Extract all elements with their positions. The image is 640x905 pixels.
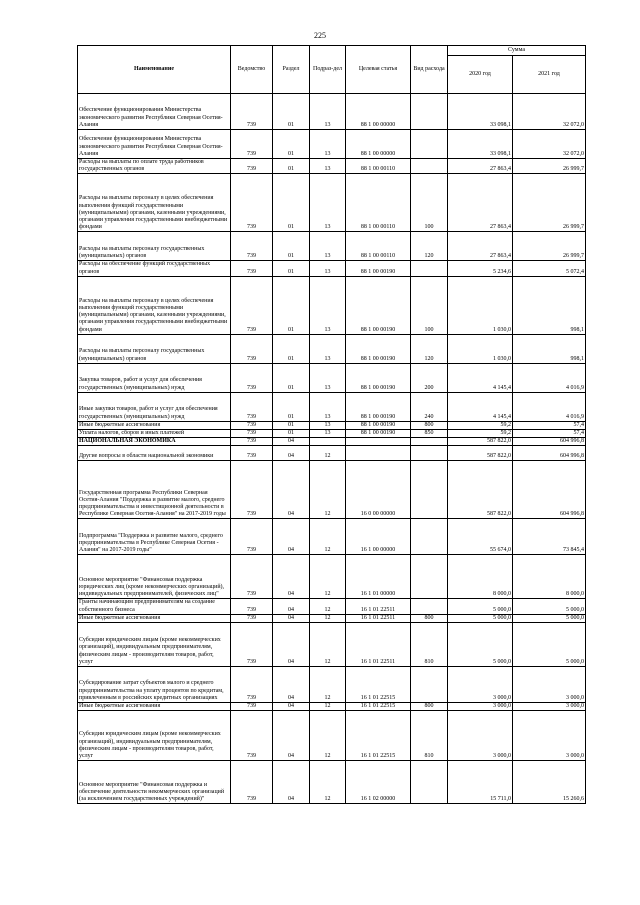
row-section: 04 bbox=[273, 623, 310, 667]
row-sum-2021: 5 072,4 bbox=[513, 261, 586, 276]
row-sum-2021: 5 000,0 bbox=[513, 614, 586, 622]
row-name: Государственная программа Республики Северная Осетия-Алания "Поддержка и развитие малого, среднего предпринимательства и инвестиционной деятельности в Республике Северная Осетия-Алания" на 2017-2019 годы bbox=[78, 461, 231, 519]
row-target: 88 1 00 00190 bbox=[346, 363, 411, 392]
table-row bbox=[78, 438, 586, 446]
row-sum-2020: 33 098,1 bbox=[448, 94, 513, 130]
row-sum-2021: 73 845,4 bbox=[513, 519, 586, 555]
row-ministry: 739 bbox=[231, 159, 273, 174]
row-subsection: 12 bbox=[310, 703, 346, 711]
row-sum-2021: 15 260,6 bbox=[513, 761, 586, 804]
table-row bbox=[78, 261, 586, 276]
table-row bbox=[78, 614, 586, 622]
row-sum-2021: 3 000,0 bbox=[513, 667, 586, 703]
row-expense-type: 120 bbox=[411, 232, 448, 261]
row-subsection: 12 bbox=[310, 446, 346, 461]
row-name: Иные закупки товаров, работ и услуг для обеспечения государственных (муниципальных) нужд bbox=[78, 392, 231, 421]
row-name: Расходы на обеспечение функций государственных органов bbox=[78, 261, 231, 276]
row-section: 01 bbox=[273, 363, 310, 392]
table-row bbox=[78, 159, 586, 174]
row-expense-type bbox=[411, 555, 448, 599]
page-number: 225 bbox=[314, 31, 326, 40]
row-subsection: 13 bbox=[310, 130, 346, 159]
row-sum-2021: 5 000,0 bbox=[513, 599, 586, 614]
row-sum-2020: 27 863,4 bbox=[448, 232, 513, 261]
row-expense-type: 810 bbox=[411, 711, 448, 761]
row-sum-2020: 3 000,0 bbox=[448, 667, 513, 703]
row-subsection: 12 bbox=[310, 555, 346, 599]
row-subsection: 12 bbox=[310, 614, 346, 622]
row-section: 04 bbox=[273, 446, 310, 461]
row-subsection: 13 bbox=[310, 232, 346, 261]
header-expense-type: Вид расхода bbox=[411, 46, 448, 94]
row-section: 04 bbox=[273, 614, 310, 622]
row-ministry: 739 bbox=[231, 334, 273, 363]
table-row bbox=[78, 363, 586, 392]
row-sum-2021: 5 000,0 bbox=[513, 623, 586, 667]
table-row bbox=[78, 519, 586, 555]
row-section: 04 bbox=[273, 761, 310, 804]
row-sum-2020: 4 145,4 bbox=[448, 363, 513, 392]
row-ministry: 739 bbox=[231, 519, 273, 555]
header-ministry: Ведомство bbox=[231, 46, 273, 94]
row-ministry: 739 bbox=[231, 446, 273, 461]
row-target: 16 1 01 22511 bbox=[346, 623, 411, 667]
row-sum-2020: 1 030,0 bbox=[448, 276, 513, 334]
row-section: 01 bbox=[273, 392, 310, 421]
row-subsection: 12 bbox=[310, 623, 346, 667]
table-row bbox=[78, 334, 586, 363]
row-target: 88 1 00 00000 bbox=[346, 94, 411, 130]
row-name: Обеспечение функционирования Министерства экономического развития Республики Северная Осетия-Алания bbox=[78, 94, 231, 130]
row-sum-2020: 5 234,6 bbox=[448, 261, 513, 276]
row-section: 01 bbox=[273, 430, 310, 438]
row-ministry: 739 bbox=[231, 94, 273, 130]
row-name: Расходы на выплаты персоналу в целях обеспечения выполнения функций государственными (муниципальными) органами, казенными учреждениями, органами управления государственными внебюджетными фондами bbox=[78, 276, 231, 334]
row-target: 16 1 01 22515 bbox=[346, 667, 411, 703]
row-expense-type bbox=[411, 261, 448, 276]
row-section: 01 bbox=[273, 276, 310, 334]
table-row bbox=[78, 94, 586, 130]
row-expense-type bbox=[411, 446, 448, 461]
table-row bbox=[78, 761, 586, 804]
row-section: 04 bbox=[273, 711, 310, 761]
row-ministry: 739 bbox=[231, 555, 273, 599]
table-row bbox=[78, 555, 586, 599]
table-body bbox=[78, 94, 586, 804]
row-expense-type bbox=[411, 461, 448, 519]
row-section: 04 bbox=[273, 461, 310, 519]
row-name: Субсидии юридическим лицам (кроме некоммерческих организаций), индивидуальным предпринимателям, физическим лицам - производителям товаров, работ, услуг bbox=[78, 711, 231, 761]
row-sum-2020: 27 863,4 bbox=[448, 174, 513, 232]
row-name: Гранты начинающим предпринимателям на создание собственного бизнеса bbox=[78, 599, 231, 614]
row-ministry: 739 bbox=[231, 276, 273, 334]
row-ministry: 739 bbox=[231, 363, 273, 392]
row-expense-type bbox=[411, 519, 448, 555]
row-expense-type bbox=[411, 438, 448, 446]
row-sum-2020: 59,2 bbox=[448, 430, 513, 438]
row-target: 88 1 00 00190 bbox=[346, 421, 411, 429]
table-row bbox=[78, 392, 586, 421]
row-subsection: 12 bbox=[310, 761, 346, 804]
row-expense-type bbox=[411, 159, 448, 174]
row-sum-2020: 5 000,0 bbox=[448, 614, 513, 622]
row-section: 01 bbox=[273, 94, 310, 130]
row-name: Закупка товаров, работ и услуг для обеспечения государственных (муниципальных) нужд bbox=[78, 363, 231, 392]
row-subsection: 13 bbox=[310, 276, 346, 334]
row-expense-type bbox=[411, 130, 448, 159]
row-section: 04 bbox=[273, 519, 310, 555]
row-section: 01 bbox=[273, 159, 310, 174]
row-expense-type bbox=[411, 599, 448, 614]
row-ministry: 739 bbox=[231, 438, 273, 446]
row-ministry: 739 bbox=[231, 667, 273, 703]
row-sum-2021: 4 016,9 bbox=[513, 392, 586, 421]
row-name: Иные бюджетные ассигнования bbox=[78, 703, 231, 711]
row-sum-2020: 8 000,0 bbox=[448, 555, 513, 599]
row-target: 88 1 00 00190 bbox=[346, 334, 411, 363]
row-subsection: 13 bbox=[310, 159, 346, 174]
row-sum-2021: 26 999,7 bbox=[513, 174, 586, 232]
row-section: 01 bbox=[273, 261, 310, 276]
row-target: 16 1 01 22511 bbox=[346, 599, 411, 614]
row-ministry: 739 bbox=[231, 392, 273, 421]
row-target bbox=[346, 446, 411, 461]
row-ministry: 739 bbox=[231, 761, 273, 804]
row-name: Подпрограмма "Поддержка и развитие малого, среднего предпринимательства в Республике Северная Осетия - Алания" на 2017-2019 годы" bbox=[78, 519, 231, 555]
row-ministry: 739 bbox=[231, 623, 273, 667]
row-ministry: 739 bbox=[231, 421, 273, 429]
row-ministry: 739 bbox=[231, 430, 273, 438]
row-expense-type bbox=[411, 667, 448, 703]
row-name: НАЦИОНАЛЬНАЯ ЭКОНОМИКА bbox=[78, 438, 231, 446]
row-expense-type bbox=[411, 761, 448, 804]
row-expense-type: 120 bbox=[411, 334, 448, 363]
row-name: Обеспечение функционирования Министерства экономического развития Республики Северная Осетия- Алания bbox=[78, 130, 231, 159]
row-sum-2020: 587 822,0 bbox=[448, 446, 513, 461]
row-target: 16 1 01 22515 bbox=[346, 711, 411, 761]
row-subsection: 12 bbox=[310, 667, 346, 703]
row-name: Расходы на выплаты персоналу государственных (муниципальных) органов bbox=[78, 232, 231, 261]
row-section: 04 bbox=[273, 703, 310, 711]
row-target: 88 1 00 00110 bbox=[346, 174, 411, 232]
row-sum-2020: 33 098,1 bbox=[448, 130, 513, 159]
table-row bbox=[78, 703, 586, 711]
row-section: 04 bbox=[273, 667, 310, 703]
row-sum-2021: 57,4 bbox=[513, 430, 586, 438]
table-row bbox=[78, 599, 586, 614]
row-sum-2020: 55 674,0 bbox=[448, 519, 513, 555]
row-sum-2021: 57,4 bbox=[513, 421, 586, 429]
row-subsection: 13 bbox=[310, 430, 346, 438]
row-sum-2020: 587 822,0 bbox=[448, 461, 513, 519]
row-name: Иные бюджетные ассигнования bbox=[78, 614, 231, 622]
row-sum-2020: 3 000,0 bbox=[448, 703, 513, 711]
row-subsection: 12 bbox=[310, 519, 346, 555]
row-target: 16 1 01 22515 bbox=[346, 703, 411, 711]
row-expense-type: 800 bbox=[411, 421, 448, 429]
row-target: 16 1 01 22511 bbox=[346, 614, 411, 622]
row-sum-2021: 26 999,7 bbox=[513, 232, 586, 261]
row-name: Иные бюджетные ассигнования bbox=[78, 421, 231, 429]
row-subsection: 13 bbox=[310, 174, 346, 232]
header-section: Раздел bbox=[273, 46, 310, 94]
table-row bbox=[78, 667, 586, 703]
row-sum-2021: 26 999,7 bbox=[513, 159, 586, 174]
row-target: 16 1 00 00000 bbox=[346, 519, 411, 555]
row-sum-2020: 5 000,0 bbox=[448, 599, 513, 614]
row-ministry: 739 bbox=[231, 174, 273, 232]
row-target: 88 1 00 00000 bbox=[346, 130, 411, 159]
row-sum-2021: 604 996,8 bbox=[513, 446, 586, 461]
row-expense-type: 800 bbox=[411, 703, 448, 711]
row-subsection: 13 bbox=[310, 421, 346, 429]
row-subsection: 12 bbox=[310, 599, 346, 614]
row-target bbox=[346, 438, 411, 446]
row-name: Расходы на выплаты по оплате труда работников государственных органов bbox=[78, 159, 231, 174]
row-name: Субсидии юридическим лицам (кроме некоммерческих организаций), индивидуальным предпринимателям, физическим лицам - производителям товаров, работ, услуг bbox=[78, 623, 231, 667]
row-section: 01 bbox=[273, 130, 310, 159]
row-expense-type: 800 bbox=[411, 614, 448, 622]
row-sum-2021: 32 072,0 bbox=[513, 130, 586, 159]
row-section: 04 bbox=[273, 555, 310, 599]
row-target: 16 1 02 00000 bbox=[346, 761, 411, 804]
row-sum-2020: 3 000,0 bbox=[448, 711, 513, 761]
row-sum-2020: 587 822,0 bbox=[448, 438, 513, 446]
row-section: 01 bbox=[273, 334, 310, 363]
header-name: Наименование bbox=[78, 46, 231, 94]
row-target: 16 0 00 00000 bbox=[346, 461, 411, 519]
row-name: Уплата налогов, сборов и иных платежей bbox=[78, 430, 231, 438]
row-name: Другие вопросы в области национальной экономики bbox=[78, 446, 231, 461]
row-sum-2020: 59,2 bbox=[448, 421, 513, 429]
row-expense-type: 810 bbox=[411, 623, 448, 667]
row-sum-2021: 32 072,0 bbox=[513, 94, 586, 130]
row-sum-2021: 4 016,9 bbox=[513, 363, 586, 392]
row-ministry: 739 bbox=[231, 261, 273, 276]
row-subsection: 12 bbox=[310, 711, 346, 761]
header-year-2020: 2020 год bbox=[448, 56, 513, 94]
row-expense-type: 100 bbox=[411, 276, 448, 334]
table-row bbox=[78, 421, 586, 429]
row-target: 88 1 00 00190 bbox=[346, 392, 411, 421]
row-expense-type bbox=[411, 94, 448, 130]
row-ministry: 739 bbox=[231, 614, 273, 622]
budget-table bbox=[77, 45, 586, 804]
row-name: Расходы на выплаты персоналу в целях обеспечения выполнения функций государственными (муниципальными) органами, казенными учреждениями, органами управления государственными внебюджетными фондами bbox=[78, 174, 231, 232]
row-name: Основное мероприятие "Финансовая поддержка юридических лиц (кроме некоммерческих организаций), индивидуальных предпринимателей, физических лиц" bbox=[78, 555, 231, 599]
row-expense-type: 240 bbox=[411, 392, 448, 421]
row-expense-type: 100 bbox=[411, 174, 448, 232]
table-row bbox=[78, 232, 586, 261]
row-target: 88 1 00 00190 bbox=[346, 261, 411, 276]
row-target: 88 1 00 00190 bbox=[346, 430, 411, 438]
row-section: 04 bbox=[273, 599, 310, 614]
row-sum-2021: 8 000,0 bbox=[513, 555, 586, 599]
row-expense-type: 850 bbox=[411, 430, 448, 438]
header-target: Целевая статья bbox=[346, 46, 411, 94]
row-subsection bbox=[310, 438, 346, 446]
row-ministry: 739 bbox=[231, 130, 273, 159]
row-section: 01 bbox=[273, 421, 310, 429]
row-sum-2020: 4 145,4 bbox=[448, 392, 513, 421]
row-sum-2021: 604 996,8 bbox=[513, 438, 586, 446]
row-subsection: 12 bbox=[310, 461, 346, 519]
header-sum: Сумма bbox=[448, 46, 586, 56]
table-row bbox=[78, 430, 586, 438]
row-ministry: 739 bbox=[231, 711, 273, 761]
table-row bbox=[78, 276, 586, 334]
table-row bbox=[78, 174, 586, 232]
row-sum-2020: 15 711,0 bbox=[448, 761, 513, 804]
row-sum-2020: 1 030,0 bbox=[448, 334, 513, 363]
row-subsection: 13 bbox=[310, 392, 346, 421]
row-name: Основное мероприятие "Финансовая поддержка и обеспечение деятельности некоммерческих организаций (за исключением государственных учреждений)" bbox=[78, 761, 231, 804]
header-subsection: Подраз-дел bbox=[310, 46, 346, 94]
row-ministry: 739 bbox=[231, 232, 273, 261]
row-section: 01 bbox=[273, 174, 310, 232]
row-ministry: 739 bbox=[231, 461, 273, 519]
row-section: 04 bbox=[273, 438, 310, 446]
row-target: 88 1 00 00190 bbox=[346, 276, 411, 334]
table-row bbox=[78, 711, 586, 761]
table-row bbox=[78, 446, 586, 461]
row-subsection: 13 bbox=[310, 261, 346, 276]
row-sum-2020: 27 863,4 bbox=[448, 159, 513, 174]
row-subsection: 13 bbox=[310, 94, 346, 130]
row-sum-2021: 3 000,0 bbox=[513, 703, 586, 711]
row-sum-2021: 998,1 bbox=[513, 334, 586, 363]
table-row bbox=[78, 130, 586, 159]
row-expense-type: 200 bbox=[411, 363, 448, 392]
row-target: 88 1 00 00110 bbox=[346, 159, 411, 174]
row-name: Расходы на выплаты персоналу государственных (муниципальных) органов bbox=[78, 334, 231, 363]
table-row bbox=[78, 461, 586, 519]
header-year-2021: 2021 год bbox=[513, 56, 586, 94]
row-section: 01 bbox=[273, 232, 310, 261]
row-sum-2020: 5 000,0 bbox=[448, 623, 513, 667]
row-ministry: 739 bbox=[231, 599, 273, 614]
table-row bbox=[78, 623, 586, 667]
row-subsection: 13 bbox=[310, 363, 346, 392]
row-ministry: 739 bbox=[231, 703, 273, 711]
row-sum-2021: 604 996,8 bbox=[513, 461, 586, 519]
row-sum-2021: 998,1 bbox=[513, 276, 586, 334]
row-target: 16 1 01 00000 bbox=[346, 555, 411, 599]
row-name: Субсидирование затрат субъектов малого и среднего предпринимательства на уплату процентов по кредитам, привлеченным в российских кредитных организациях bbox=[78, 667, 231, 703]
row-target: 88 1 00 00110 bbox=[346, 232, 411, 261]
row-sum-2021: 3 000,0 bbox=[513, 711, 586, 761]
row-subsection: 13 bbox=[310, 334, 346, 363]
